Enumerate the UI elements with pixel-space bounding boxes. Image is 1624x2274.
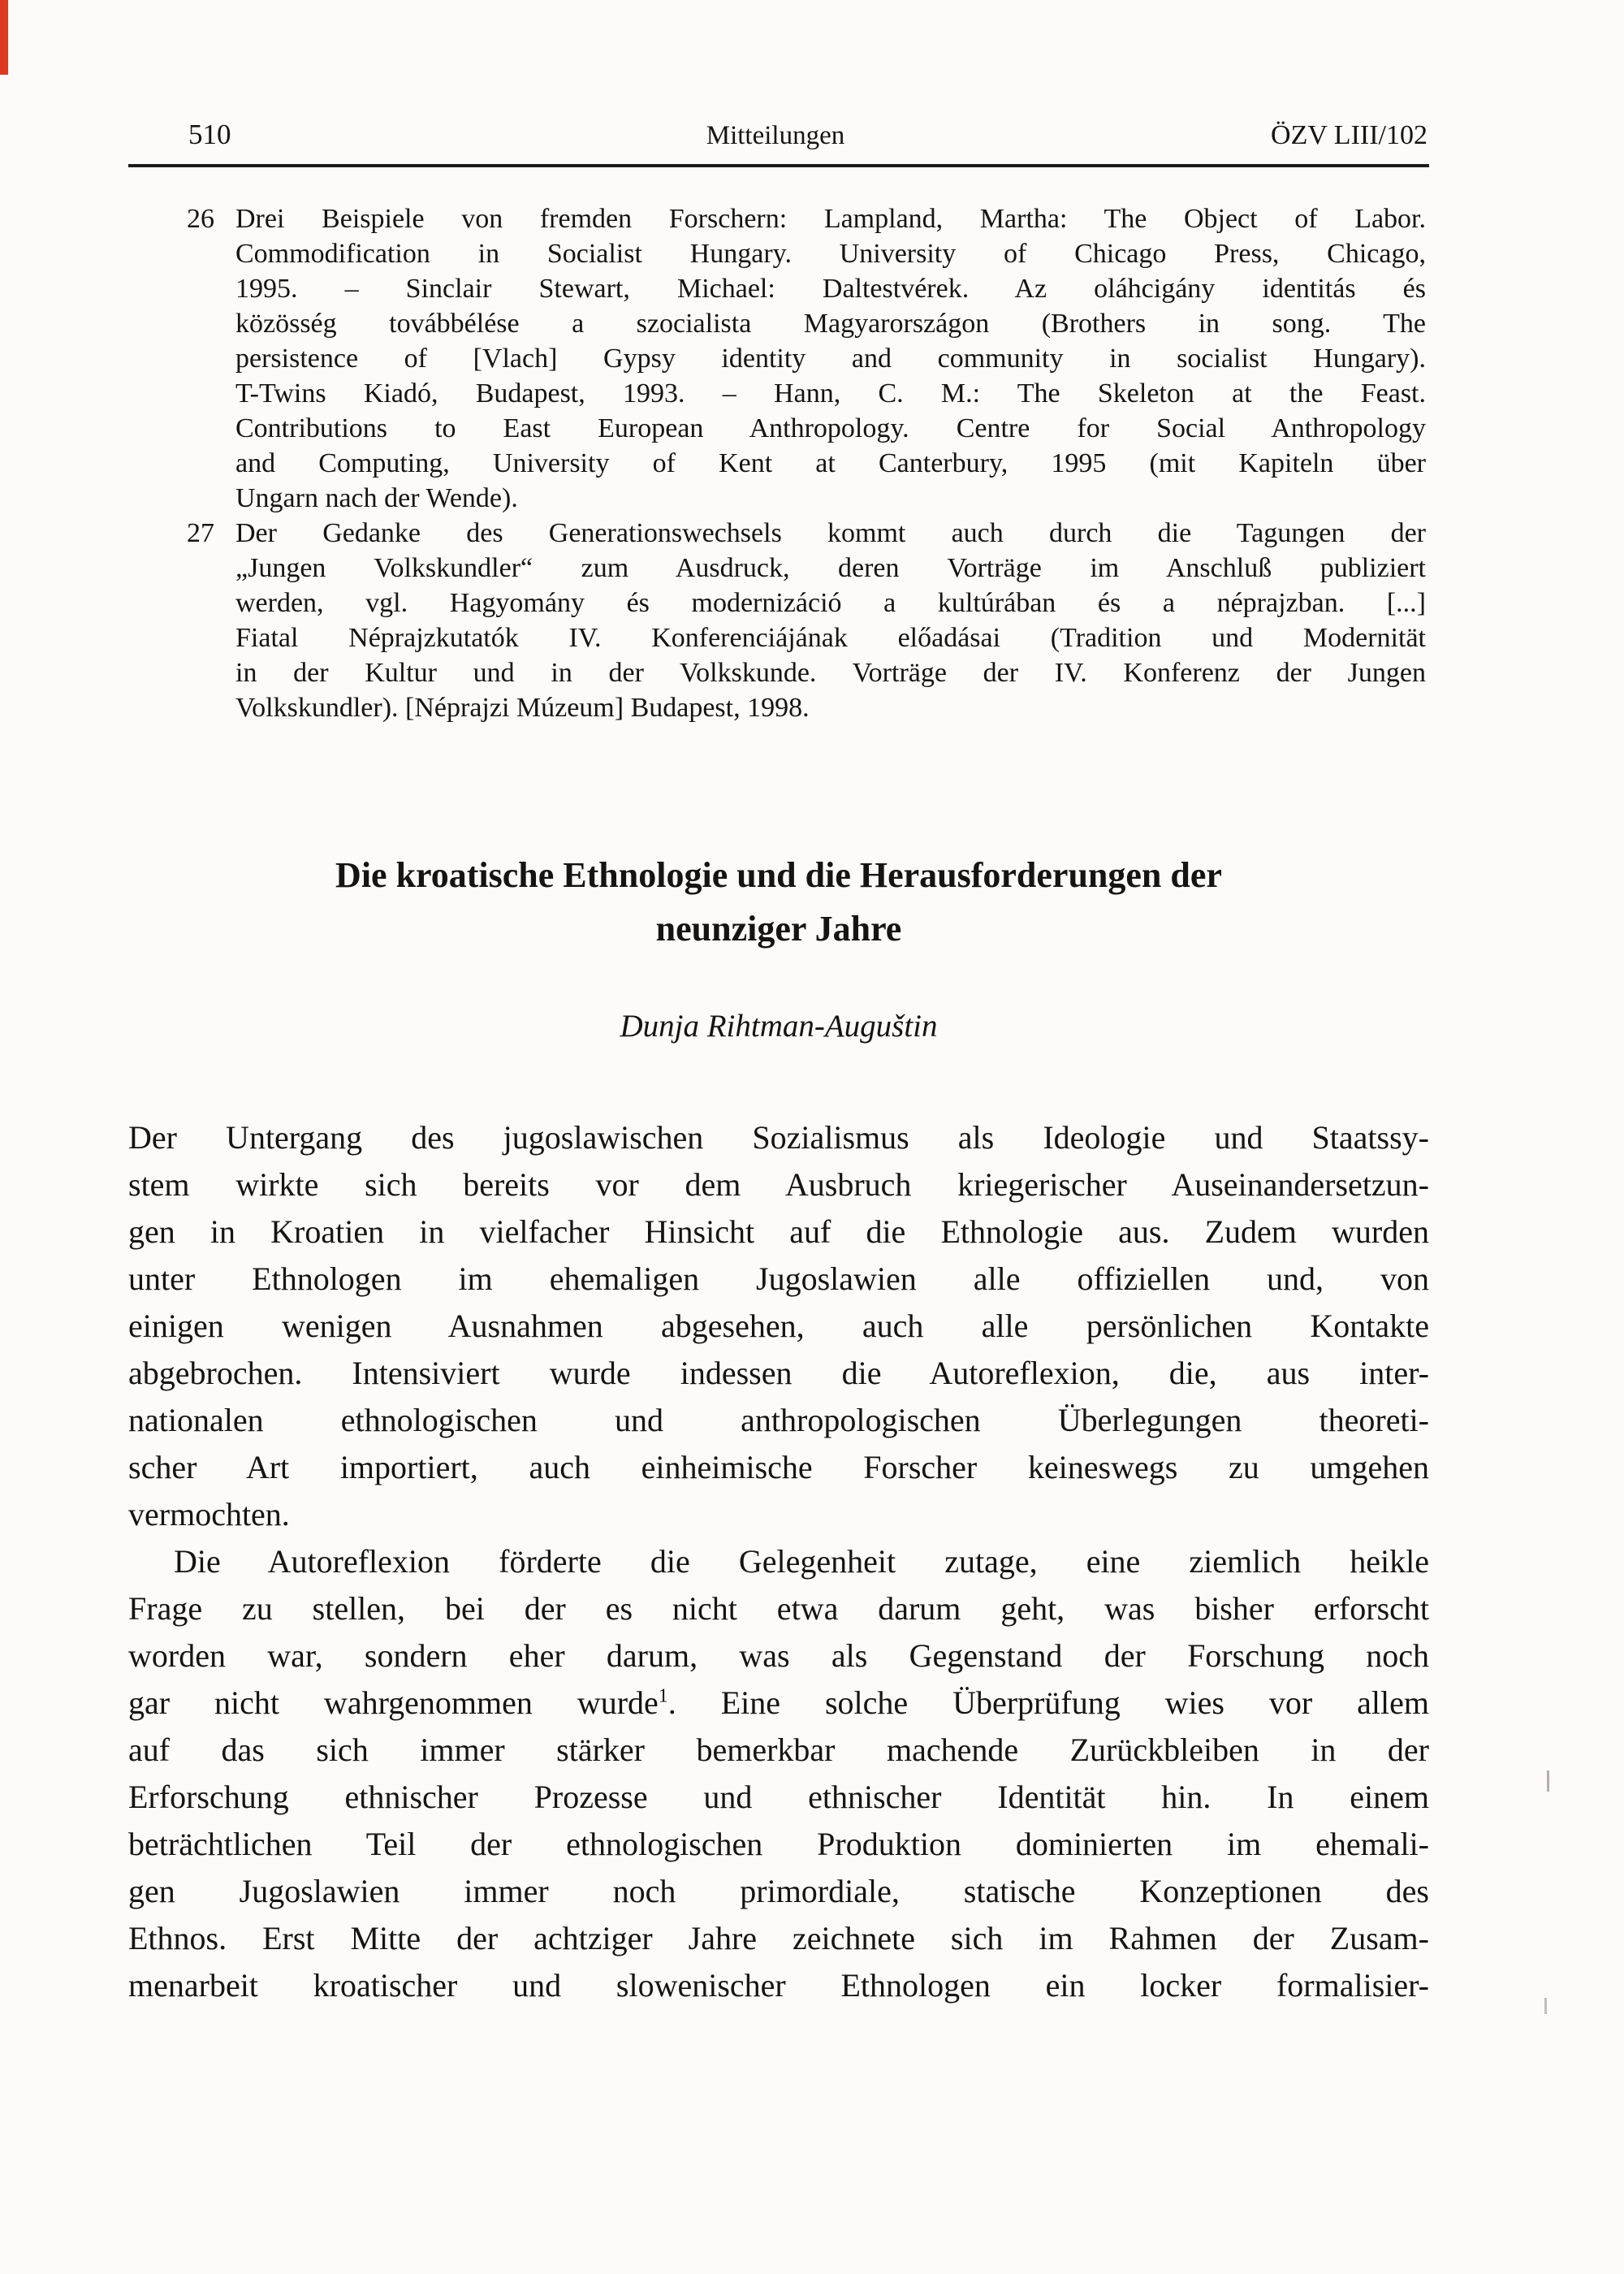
text-line: unter Ethnologen im ehemaligen Jugoslawien alle offiziellen und, von (128, 1260, 1429, 1297)
text-line: stem wirkte sich bereits vor dem Ausbruch kriegerischer Auseinandersetzun- (128, 1166, 1429, 1203)
footnote-text (235, 516, 1426, 725)
text-line: közösség továbbélése a szocialista Magyarországon (Brothers in song. The (235, 309, 1426, 339)
text-line: Der Gedanke des Generationswechsels kommt auch durch die Tagungen der (235, 518, 1426, 548)
text-line: Erforschung ethnischer Prozesse und ethnischer Identität hin. In einem (128, 1779, 1429, 1815)
article-author: Dunja Rihtman-Auguštin (620, 1009, 938, 1044)
footnote-number: 26 (187, 204, 214, 234)
scan-speck (1544, 1998, 1547, 2014)
text-line: persistence of [Vlach] Gypsy identity and community in socialist Hungary). (235, 344, 1426, 374)
text-before-footnote-ref: gar nicht wahrgenommen wurde (128, 1684, 659, 1721)
text-line: gen in Kroatien in vielfacher Hinsicht auf die Ethnologie aus. Zudem wurden (128, 1213, 1429, 1250)
text-line: Frage zu stellen, bei der es nicht etwa darum geht, was bisher erforscht (128, 1590, 1429, 1627)
scan-edge-artifact (0, 0, 8, 75)
footnote-number: 27 (187, 518, 214, 548)
footnote-26 (128, 201, 1426, 516)
running-title: Mitteilungen (706, 121, 845, 150)
article-body (128, 1114, 1429, 2009)
article-title-line: Die kroatische Ethnologie und die Herausforderungen der (335, 855, 1222, 895)
text-line: in der Kultur und in der Volkskunde. Vorträge der IV. Konferenz der Jungen (235, 658, 1426, 688)
running-header (128, 119, 1429, 151)
text-line: Volkskundler). [Néprajzi Múzeum] Budapest, 1998. (235, 693, 810, 723)
journal-issue-reference: ÖZV LIII/102 (1271, 120, 1427, 150)
header-rule (128, 164, 1429, 167)
footnote-27 (128, 516, 1426, 725)
text-line: Commodification in Socialist Hungary. University of Chicago Press, Chicago, (235, 239, 1426, 269)
text-line: Ethnos. Erst Mitte der achtziger Jahre zeichnete sich im Rahmen der Zusam- (128, 1920, 1429, 1956)
text-line: menarbeit kroatischer und slowenischer Ethnologen ein locker formalisier- (128, 1967, 1429, 2004)
text-line: nationalen ethnologischen und anthropologischen Überlegungen theoreti- (128, 1402, 1429, 1438)
text-line: T-Twins Kiadó, Budapest, 1993. – Hann, C. M.: The Skeleton at the Feast. (235, 378, 1426, 409)
text-line: „Jungen Volkskundler“ zum Ausdruck, deren Vorträge im Anschluß publiziert (235, 553, 1426, 583)
text-line: Ungarn nach der Wende). (235, 483, 518, 513)
scan-speck (1547, 1770, 1549, 1792)
text-line: auf das sich immer stärker bemerkbar machende Zurückbleiben in der (128, 1731, 1429, 1768)
text-line: beträchtlichen Teil der ethnologischen Produktion dominierten im ehemali- (128, 1826, 1429, 1862)
paragraph-2 (128, 1538, 1429, 2009)
text-line: Der Untergang des jugoslawischen Sozialismus als Ideologie und Staatssy- (128, 1119, 1429, 1156)
text-line: scher Art importiert, auch einheimische Forscher keineswegs zu umgehen (128, 1449, 1429, 1485)
text-line: Fiatal Néprajzkutatók IV. Konferenciájának előadásai (Tradition und Modernität (235, 623, 1426, 653)
text-line: abgebrochen. Intensiviert wurde indessen die Autoreflexion, die, aus inter- (128, 1355, 1429, 1391)
text-line: einigen wenigen Ausnahmen abgesehen, auch alle persönlichen Kontakte (128, 1308, 1429, 1344)
text-after-footnote-ref: . Eine solche Überprüfung wies vor allem (667, 1684, 1429, 1721)
text-line: and Computing, University of Kent at Canterbury, 1995 (mit Kapiteln über (235, 448, 1426, 478)
text-line: 1995. – Sinclair Stewart, Michael: Daltestvérek. Az oláhcigány identitás és (235, 274, 1426, 304)
footnote-reference-mark: 1 (658, 1685, 668, 1707)
paragraph-2-lines (128, 1538, 1429, 1680)
text-line: Drei Beispiele von fremden Forschern: Lampland, Martha: The Object of Labor. (235, 204, 1426, 234)
page-content (128, 119, 1429, 2009)
paragraph-2-lines (128, 1727, 1429, 2009)
text-line: gen Jugoslawien immer noch primordiale, statische Konzeptionen des (128, 1873, 1429, 1909)
text-line: worden war, sondern eher darum, was als Gegenstand der Forschung noch (128, 1637, 1429, 1674)
article-title-line: neunziger Jahre (655, 909, 902, 949)
text-line: werden, vgl. Hagyomány és modernizáció a kultúrában és a néprajzban. [...] (235, 588, 1426, 618)
paragraph-1 (128, 1114, 1429, 1538)
footnotes-block (128, 201, 1429, 725)
text-line: vermochten. (128, 1496, 290, 1533)
paragraph-line-with-footnote-ref (128, 1680, 1429, 1727)
page-number: 510 (188, 119, 231, 150)
text-line: Die Autoreflexion förderte die Gelegenheit zutage, eine ziemlich heikle (174, 1543, 1429, 1580)
text-line: Contributions to East European Anthropology. Centre for Social Anthropology (235, 413, 1426, 443)
article-title (128, 849, 1429, 956)
footnote-text (235, 201, 1426, 516)
